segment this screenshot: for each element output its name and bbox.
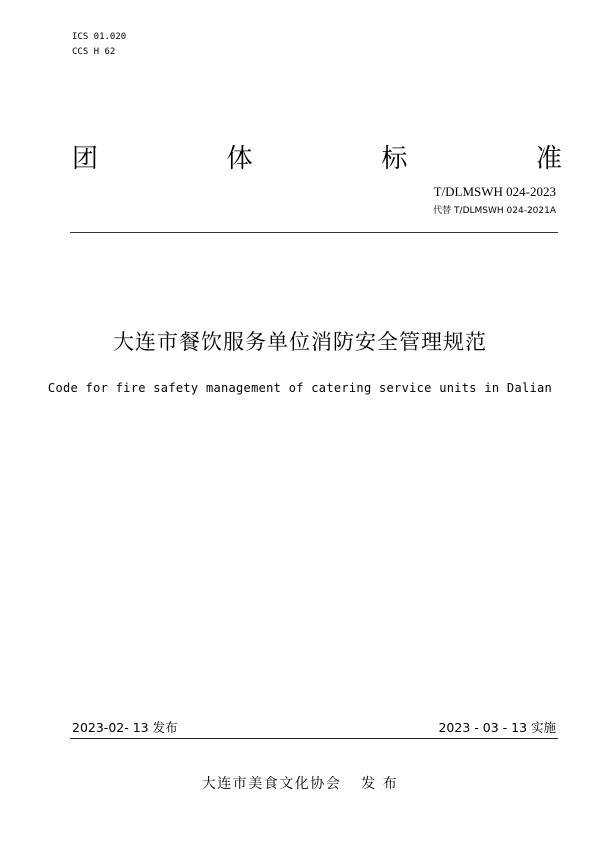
title-english: Code for fire safety management of catering service units in Dalian <box>47 381 553 395</box>
standard-number: T/DLMSWH 024-2023 <box>433 184 556 199</box>
top-divider <box>70 232 558 233</box>
implement-date: 2023 - 03 - 13 实施 <box>438 720 556 735</box>
title-chinese: 大连市餐饮服务单位消防安全管理规范 <box>113 330 487 354</box>
publish-date: 2023-02- 13 发布 <box>72 720 178 735</box>
replaces-standard: 代替 T/DLMSWH 024-2021A <box>433 206 556 216</box>
standard-type-char: 团 <box>72 143 99 174</box>
standard-type-char: 标 <box>381 143 408 174</box>
standard-type-char: 体 <box>226 143 253 174</box>
standard-type-char: 准 <box>535 143 562 174</box>
standard-type-heading <box>72 138 562 174</box>
issuer-line <box>0 773 600 793</box>
ics-code: ICS 01.020 <box>72 32 127 42</box>
issuer-org: 大连市美食文化协会 <box>201 776 342 792</box>
issuer-action: 发 布 <box>361 776 399 792</box>
bottom-divider <box>70 738 558 739</box>
ccs-code: CCS H 62 <box>72 47 116 57</box>
